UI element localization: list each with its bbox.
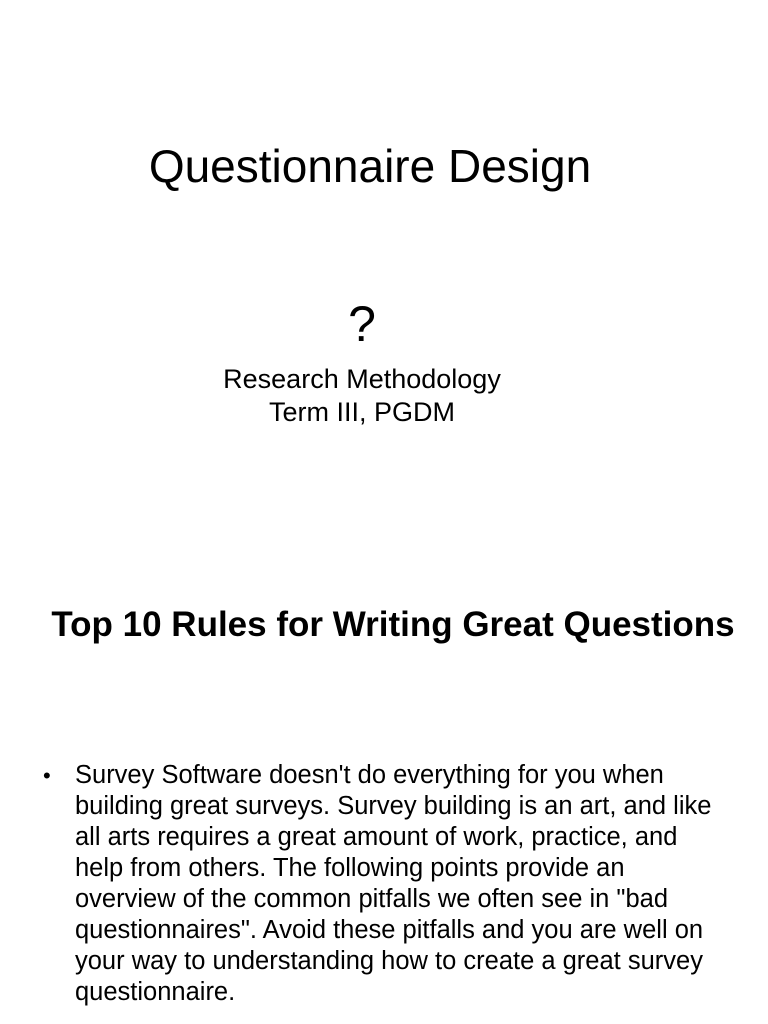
subtitle-term: Term III, PGDM [268,397,455,427]
question-mark-symbol: ? [348,296,376,352]
slide-title: Questionnaire Design [148,140,592,192]
subtitle-course: Research Methodology [223,364,501,394]
bullet-list [40,760,730,1008]
list-item [40,760,730,1008]
section-heading: Top 10 Rules for Writing Great Questions [51,605,735,644]
bullet-text: Survey Software doesn't do everything for you when building great surveys. Survey building is an art, and like all arts requires a great amount of work, practice, and help from others. The following points provide an overview of the common pitfalls we often see in "bad questionnaires". Avoid these pitfalls and you are well on your way to understanding how to create a great survey questionnaire. [75,761,712,1006]
slide-subtitle [0,363,724,429]
bullet-marker: • [43,763,51,788]
